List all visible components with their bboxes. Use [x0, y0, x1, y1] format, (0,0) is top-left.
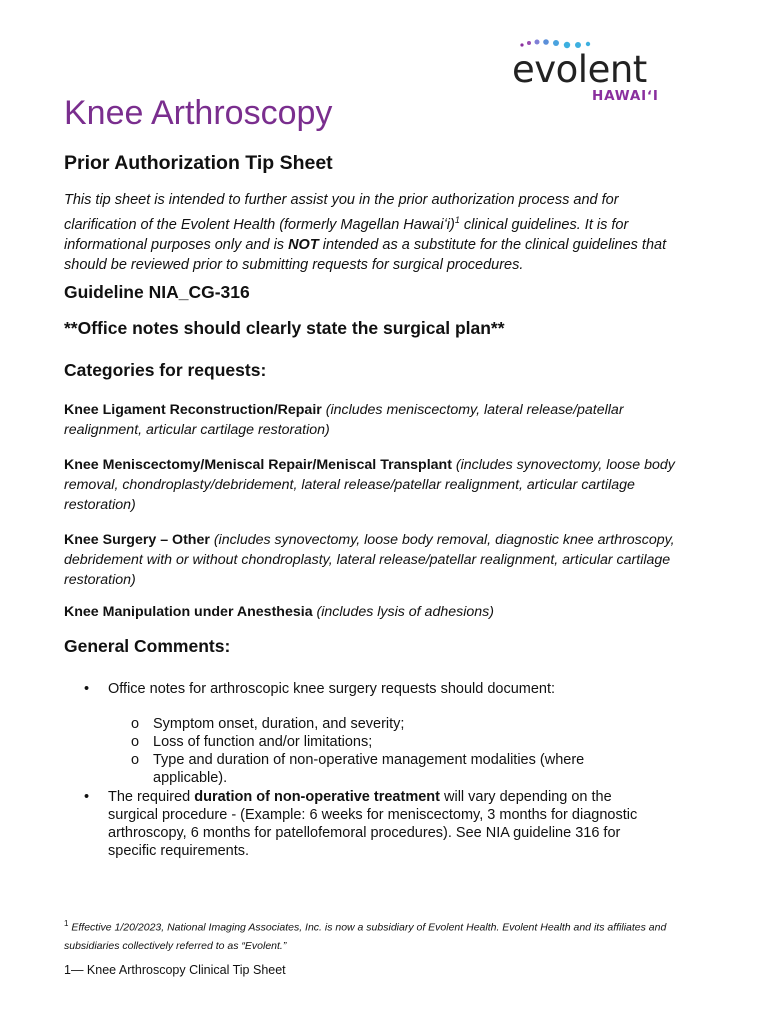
logo-wordmark: evolent	[512, 48, 647, 91]
sub-bullet-text: Symptom onset, duration, and severity;	[153, 716, 405, 732]
bullet-dot-icon: •	[84, 789, 90, 805]
sub-bullet-text: Loss of function and/or limitations;	[153, 734, 373, 750]
bullet-text	[108, 788, 648, 860]
circle-bullet-icon: o	[131, 716, 140, 732]
category-detail: (includes synovectomy, loose body removal, chondroplasty/debridement, lateral release/patellar realignment, articular cartilage restoration)	[64, 457, 675, 513]
category-item	[64, 602, 684, 622]
bullet-dot-icon: •	[84, 681, 90, 697]
category-name: Knee Manipulation under Anesthesia	[64, 604, 313, 620]
bullet-text: Office notes for arthroscopic knee surgery requests should document:	[108, 681, 556, 697]
category-item	[64, 455, 684, 515]
logo-region: HAWAIʻI	[592, 88, 659, 104]
categories-heading: Categories for requests:	[64, 360, 267, 380]
category-name: Knee Meniscectomy/Meniscal Repair/Meniscal Transplant	[64, 457, 452, 473]
category-item	[64, 400, 684, 440]
category-detail: (includes meniscectomy, lateral release/patellar realignment, articular cartilage restoration)	[64, 402, 624, 438]
intro-part2: clinical guidelines. It is for informational purposes only and is	[64, 216, 629, 253]
category-name: Knee Surgery – Other	[64, 532, 210, 548]
general-comments-heading: General Comments:	[64, 636, 231, 656]
circle-bullet-icon: o	[131, 752, 140, 768]
category-detail: (includes lysis of adhesions)	[312, 604, 494, 620]
bullet-text-post: will vary depending on the surgical procedure - (Example: 6 weeks for meniscectomy, 3 months for diagnostic arthroscopy, 6 months for patellofemoral procedures). See NIA guideline 316 for specific requirements.	[108, 789, 638, 859]
footnote-ref: 1	[454, 215, 460, 225]
category-name: Knee Ligament Reconstruction/Repair	[64, 402, 322, 418]
intro-bold: NOT	[288, 236, 319, 253]
bullet-text-pre: The required	[108, 789, 195, 805]
document-title: Knee Arthroscopy	[64, 94, 333, 132]
evolent-hawaii-logo	[512, 36, 672, 106]
office-notes-heading: **Office notes should clearly state the surgical plan**	[64, 318, 505, 338]
circle-bullet-icon: o	[131, 734, 140, 750]
intro-part1: This tip sheet is intended to further assist you in the prior authorization process and for clarification of the Evolent Health (formerly Magellan Hawaiʻi)	[64, 192, 619, 233]
intro-part3: intended as a substitute for the clinical guidelines that should be reviewed prior to submitting requests for surgical procedures.	[64, 236, 667, 273]
footnote	[64, 915, 704, 955]
page-footer: 1— Knee Arthroscopy Clinical Tip Sheet	[64, 963, 286, 977]
category-item	[64, 530, 684, 590]
sub-bullet-text: Type and duration of non-operative management modalities (where applicable).	[153, 752, 585, 786]
document-subtitle: Prior Authorization Tip Sheet	[64, 152, 333, 174]
guideline-heading: Guideline NIA_CG-316	[64, 282, 250, 302]
bullet-text-bold: duration of non-operative treatment	[194, 789, 440, 805]
footnote-number: 1	[64, 919, 69, 928]
category-detail: (includes synovectomy, loose body removal, diagnostic knee arthroscopy, debridement with or without chondroplasty, lateral release/patellar realignment, articular cartilage restoration)	[64, 532, 675, 588]
intro-paragraph	[64, 190, 684, 275]
footnote-text: Effective 1/20/2023, National Imaging Associates, Inc. is now a subsidiary of Evolent Health. Evolent Health and its affiliates and subsidiaries collectively referred to as “Evolent.”	[64, 921, 667, 952]
